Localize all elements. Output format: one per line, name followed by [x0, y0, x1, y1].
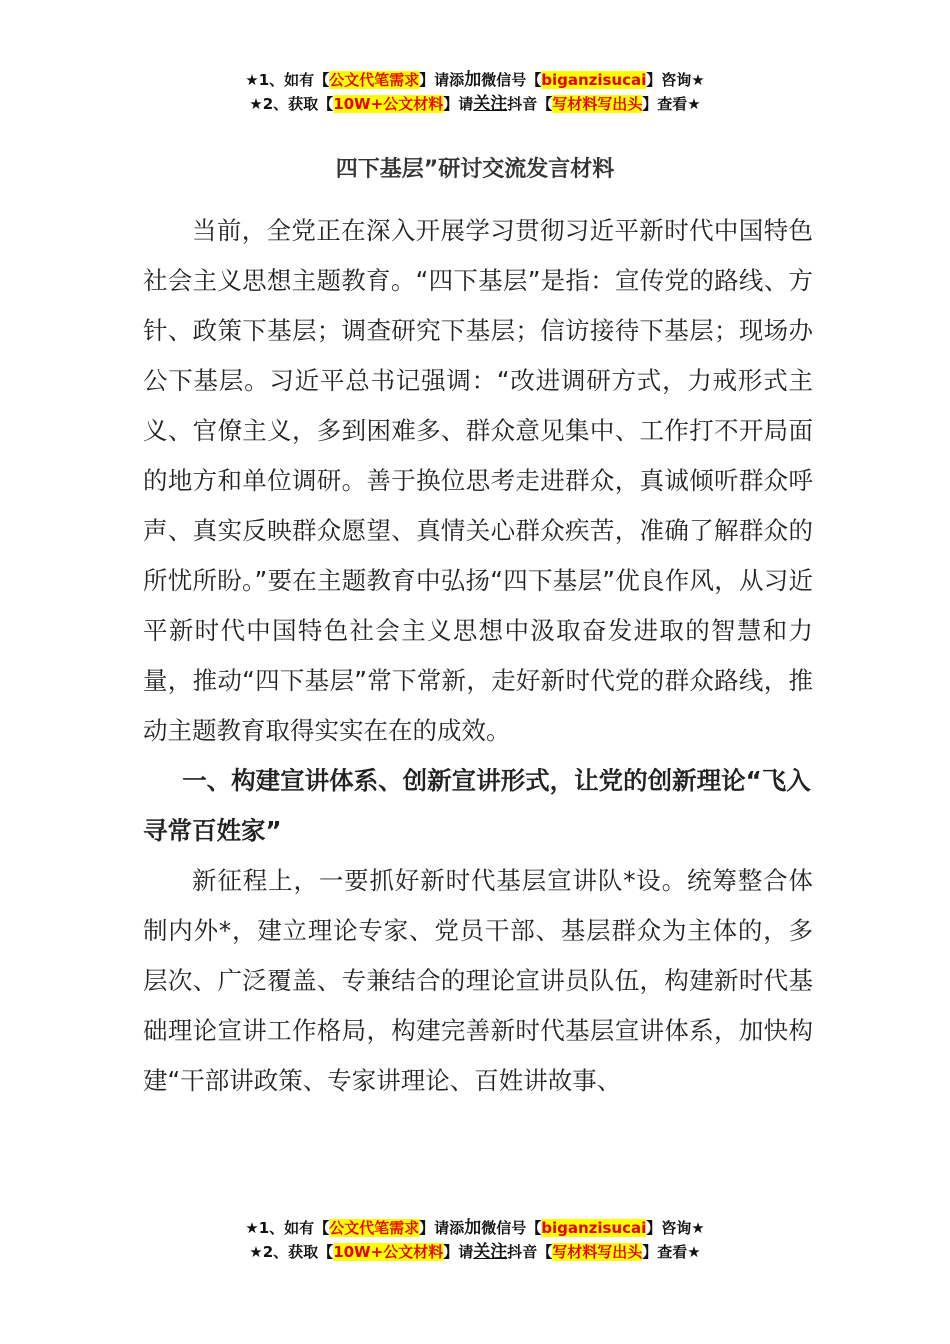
promo-text: 】查看★: [642, 1243, 701, 1261]
promo-banner-top: [0, 68, 950, 116]
promo-text: ★1、如有【: [245, 1219, 330, 1237]
promo-text: 】请添: [419, 1219, 465, 1237]
promo-text: 】请添: [419, 71, 465, 89]
promo-text: 】咨询★: [646, 1219, 705, 1237]
promo-text: 抖音【: [507, 1243, 553, 1261]
section-heading: 一、构建宣讲体系、创新宣讲形式，让党的创新理论“飞入寻常百姓家”: [143, 766, 811, 845]
promo-line-2: [0, 92, 950, 116]
promo-text: 】查看★: [642, 95, 701, 113]
promo-highlight: 公文代笔需求: [329, 71, 420, 89]
promo-text: 微信号【: [481, 71, 542, 89]
promo-highlight-douyin: 写材料写出头: [552, 95, 643, 113]
promo-text: 】请: [443, 95, 474, 113]
body-paragraph: 新征程上，一要抓好新时代基层宣讲队*设。统筹整合体制内外*，建立理论专家、党员干部、基层群众为主体的，多层次、广泛覆盖、专兼结合的理论宣讲员队伍，构建新时代基础理论宣讲工作格局，构建完善新时代基层宣讲体系，加快构建“干部讲政策、专家讲理论、百姓讲故事、: [143, 866, 813, 1095]
promo-highlight: 10W+公文材料: [333, 95, 444, 113]
promo-text: ★2、获取【: [249, 95, 334, 113]
promo-text: 关注: [473, 94, 508, 114]
promo-text: 加: [464, 70, 482, 90]
promo-text: 微信号【: [481, 1219, 542, 1237]
promo-text: 抖音【: [507, 95, 553, 113]
document-title: 四下基层”研讨交流发言材料: [335, 157, 615, 182]
promo-text: 关注: [473, 1242, 508, 1262]
promo-banner-bottom: [0, 1216, 950, 1264]
promo-text: 加: [464, 1218, 482, 1238]
promo-line-2: [0, 1240, 950, 1264]
promo-highlight: 公文代笔需求: [329, 1219, 420, 1237]
promo-highlight: 10W+公文材料: [333, 1243, 444, 1261]
promo-highlight-wechat-id: biganzisucai: [541, 1219, 647, 1237]
promo-line-1: [0, 1216, 950, 1240]
promo-text: ★2、获取【: [249, 1243, 334, 1261]
promo-line-1: [0, 68, 950, 92]
body-paragraph: 当前，全党正在深入开展学习贯彻习近平新时代中国特色社会主义思想主题教育。“四下基层”是指：宣传党的路线、方针、政策下基层；调查研究下基层；信访接待下基层；现场办公下基层。习近平总书记强调：“改进调研方式，力戒形式主义、官僚主义，多到困难多、群众意见集中、工作打不开局面的地方和单位调研。善于换位思考走进群众，真诚倾听群众呼声、真实反映群众愿望、真情关心群众疾苦，准确了解群众的所忧所盼。”要在主题教育中弘扬“四下基层”优良作风，从习近平新时代中国特色社会主义思想中汲取奋发进取的智慧和力量，推动“四下基层”常下常新，走好新时代党的群众路线，推动主题教育取得实实在在的成效。: [143, 216, 813, 745]
promo-highlight-wechat-id: biganzisucai: [541, 71, 647, 89]
promo-highlight-douyin: 写材料写出头: [552, 1243, 643, 1261]
promo-text: ★1、如有【: [245, 71, 330, 89]
promo-text: 】请: [443, 1243, 474, 1261]
promo-text: 】咨询★: [646, 71, 705, 89]
document-body: [143, 206, 813, 1106]
